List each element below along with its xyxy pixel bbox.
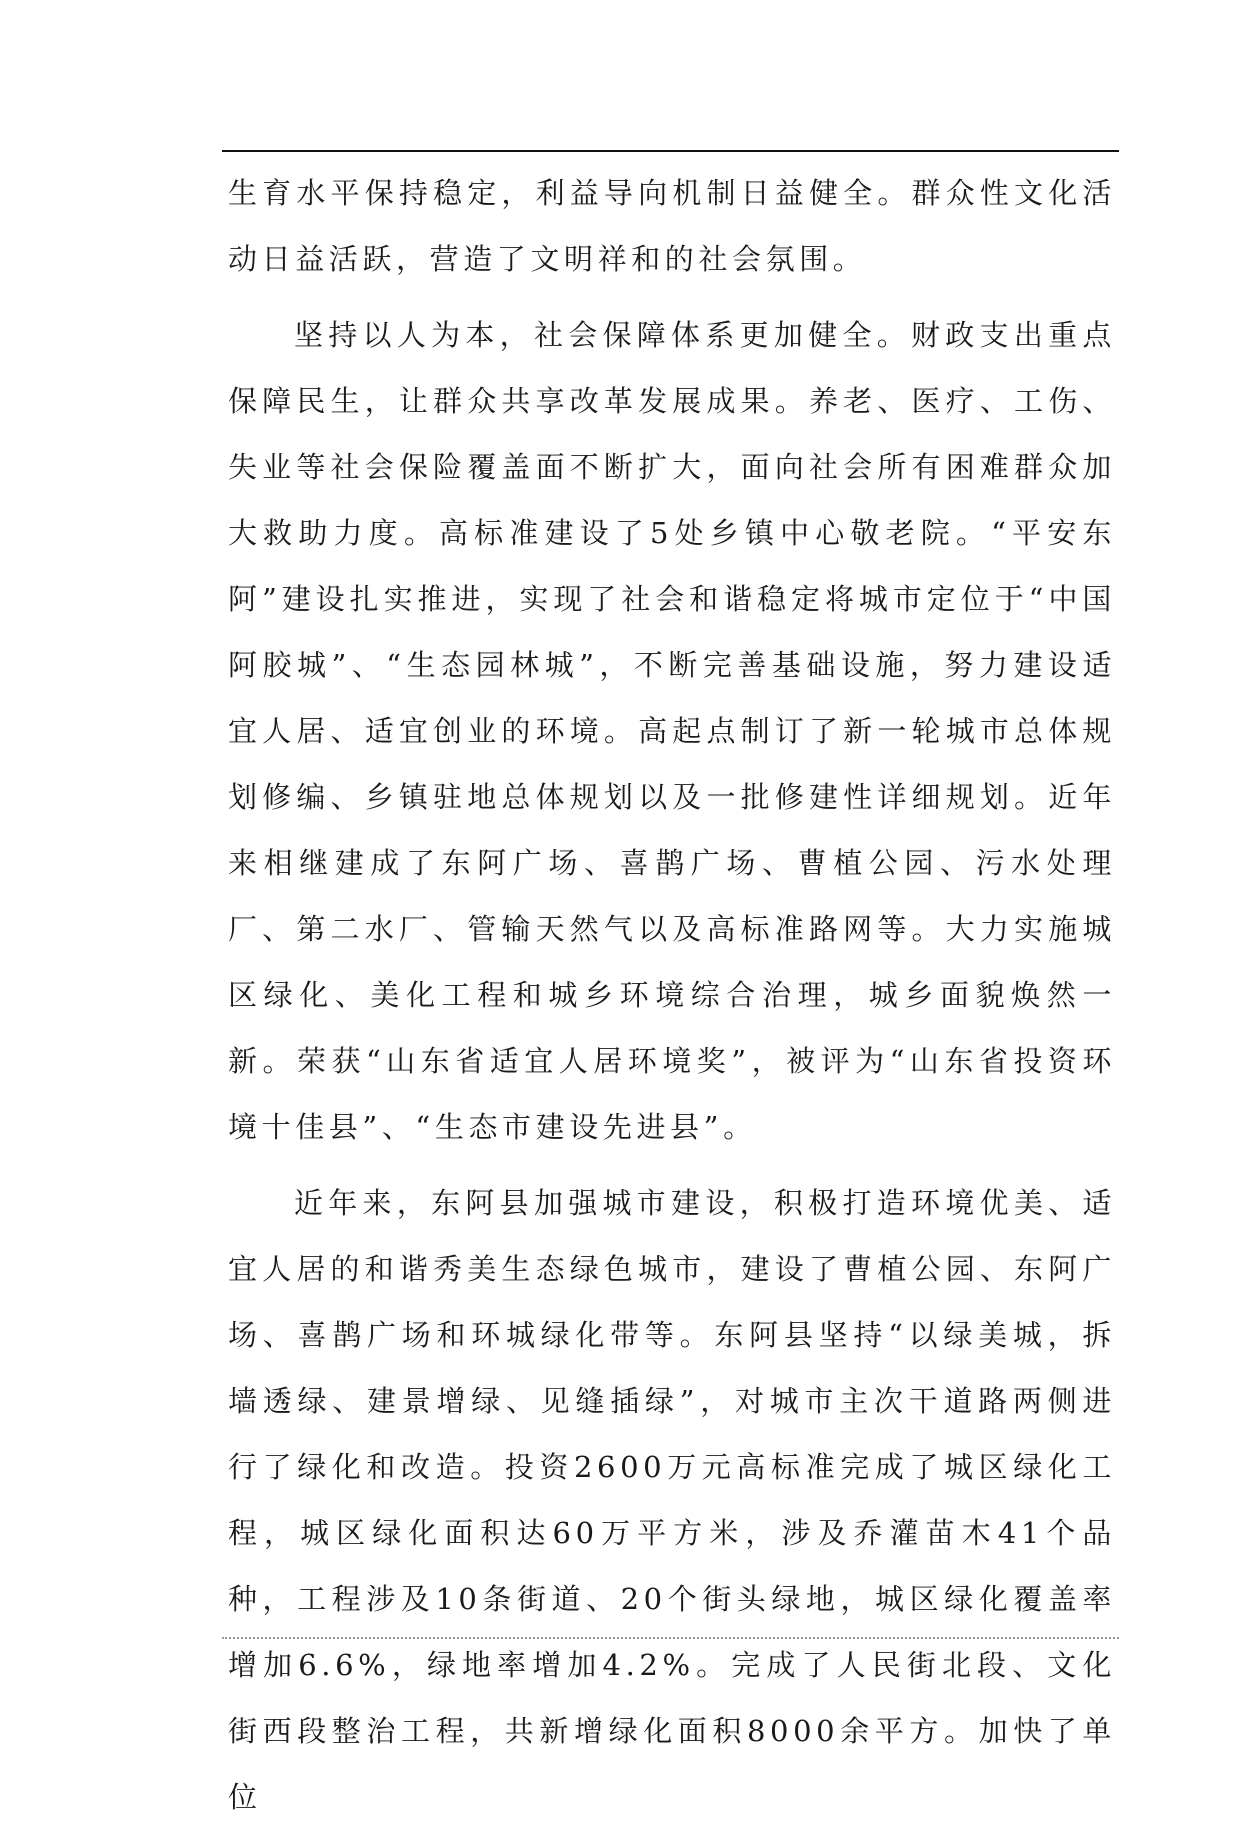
paragraph-urban-greening: 近年来，东阿县加强城市建设，积极打造环境优美、适宜人居的和谐秀美生态绿色城市，建设了曹植公园、东阿广场、喜鹊广场和环城绿化带等。东阿县坚持“以绿美城，拆墙透绿、建景增绿、见缝插绿”，对城市主次干道路两侧进行了绿化和改造。投资2600万元高标准完成了城区绿化工程，城区绿化面积达60万平方米，涉及乔灌苗木41个品种，工程涉及10条街道、20个街头绿地，城区绿化覆盖率增加6.6%，绿地率增加4.2%。完成了人民街北段、文化街西段整治工程，共新增绿化面积8000余平方。加快了单位: [228, 1186, 1116, 1814]
header-rule: [222, 150, 1119, 152]
document-body: [228, 160, 1116, 1830]
paragraph-social-security: 坚持以人为本，社会保障体系更加健全。财政支出重点保障民生，让群众共享改革发展成果。养老、医疗、工伤、失业等社会保险覆盖面不断扩大，面向社会所有困难群众加大救助力度。高标准建设了5处乡镇中心敬老院。“平安东阿”建设扎实推进，实现了社会和谐稳定将城市定位于“中国阿胶城”、“生态园林城”，不断完善基础设施，努力建设适宜人居、适宜创业的环境。高起点制订了新一轮城市总体规划修编、乡镇驻地总体规划以及一批修建性详细规划。近年来相继建成了东阿广场、喜鹊广场、曹植公园、污水处理厂、第二水厂、管输天然气以及高标准路网等。大力实施城区绿化、美化工程和城乡环境综合治理，城乡面貌焕然一新。荣获“山东省适宜人居环境奖”，被评为“山东省投资环境十佳县”、“生态市建设先进县”。: [228, 318, 1116, 1144]
paragraph-continuation: 生育水平保持稳定，利益导向机制日益健全。群众性文化活动日益活跃，营造了文明祥和的社会氛围。: [228, 176, 1116, 276]
footer-rule: [222, 1637, 1119, 1639]
